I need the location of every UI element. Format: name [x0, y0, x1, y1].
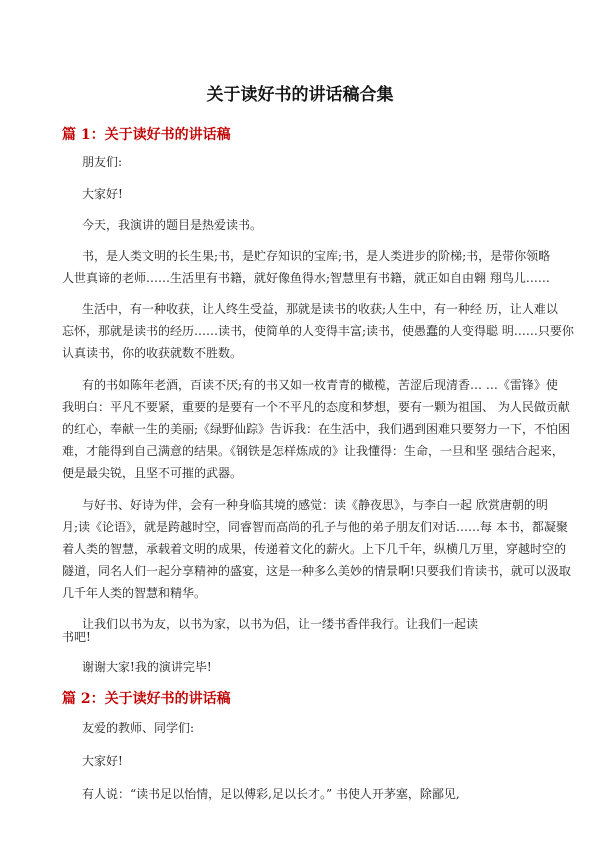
s1-closing: 谢谢大家!我的演讲完毕!: [82, 660, 212, 674]
s2-p1-line: 有人说：“读书足以怡情，足以傅彩,足以长才。” 书使人开茅塞，除鄙见,: [82, 787, 460, 801]
s1-p3-line: 有的书如陈年老酒，百读不厌;有的书又如一枚青青的橄榄，苦涩后现清香… …《雷锋》使: [82, 378, 558, 392]
document-title: 关于读好书的讲话稿合集: [206, 85, 394, 105]
s1-p5-line: 让我们以书为友，以书为家，以书为侣，让一缕书香伴我行。让我们一起读: [82, 617, 479, 631]
s1-p3-line: 的红心，奉献一生的美丽;《绿野仙踪》告诉我：在生活中，我们遇到困难只要努力一下，不怕困: [62, 422, 571, 436]
s1-p1-line: 书，是人类文明的长生果;书，是贮存知识的宝库;书，是人类进步的阶梯;书，是带你领略: [82, 249, 551, 263]
s1-hello: 大家好!: [82, 187, 123, 201]
s1-p5-line: 书吧!: [62, 630, 91, 644]
s1-p3-line: 难，才能得到自己满意的结果。《钢铁是怎样炼成的》让我懂得：生命，一旦和坚 强结合起来，: [62, 444, 564, 458]
s1-p2-line: 生活中，有一种收获，让人终生受益，那就是读书的收获;人生中，有一种经 历，让人难以: [82, 302, 558, 316]
s2-hello: 大家好!: [82, 754, 123, 768]
s1-greeting: 朋友们:: [82, 155, 123, 169]
s1-p4-line: 着人类的智慧，承载着文明的成果，传递着文化的薪火。上下几千年，纵横几万里，穿越时空的: [62, 542, 567, 556]
s2-greeting: 友爱的教师、同学们:: [82, 721, 195, 735]
s1-p4-line: 几千年人类的智慧和精华。: [62, 586, 207, 600]
s1-topic: 今天，我演讲的题目是热爱读书。: [82, 218, 263, 232]
s1-p2-line: 忘怀，那就是读书的经历……读书，使简单的人变得丰富;读书，使愚蠢的人变得聪 明……只要你: [62, 324, 574, 338]
s1-p3-line: 我明白：平凡不要紧，重要的是要有一个不平凡的态度和梦想，要有一颗为祖国、 为人民做贡献: [62, 400, 570, 414]
s1-p4-line: 与好书、好诗为伴，会有一种身临其境的感觉：读《静夜思》，与李白一起 欣赏唐朝的明: [82, 498, 548, 512]
section-1-heading: 篇 1：关于读好书的讲话稿: [62, 127, 231, 143]
section-2-heading: 篇 2：关于读好书的讲话稿: [62, 691, 231, 707]
s1-p1-line: 人世真谛的老师……生活里有书籍，就好像鱼得水;智慧里有书籍，就正如自由翱 翔鸟儿……: [62, 271, 550, 285]
s1-p4-line: 隧道，同名人们一起分享精神的盛宴，这是一种多么美妙的情景啊!只要我们肯读书，就可以汲取: [62, 564, 571, 578]
s1-p3-line: 便是最尖锐，且坚不可摧的武器。: [62, 466, 243, 480]
s1-p4-line: 月;读《论语》，就是跨越时空，同睿智而高尚的孔子与他的弟子朋友们对话……每 本书，都凝聚: [62, 520, 568, 534]
s1-p2-line: 认真读书，你的收获就数不胜数。: [62, 346, 243, 360]
